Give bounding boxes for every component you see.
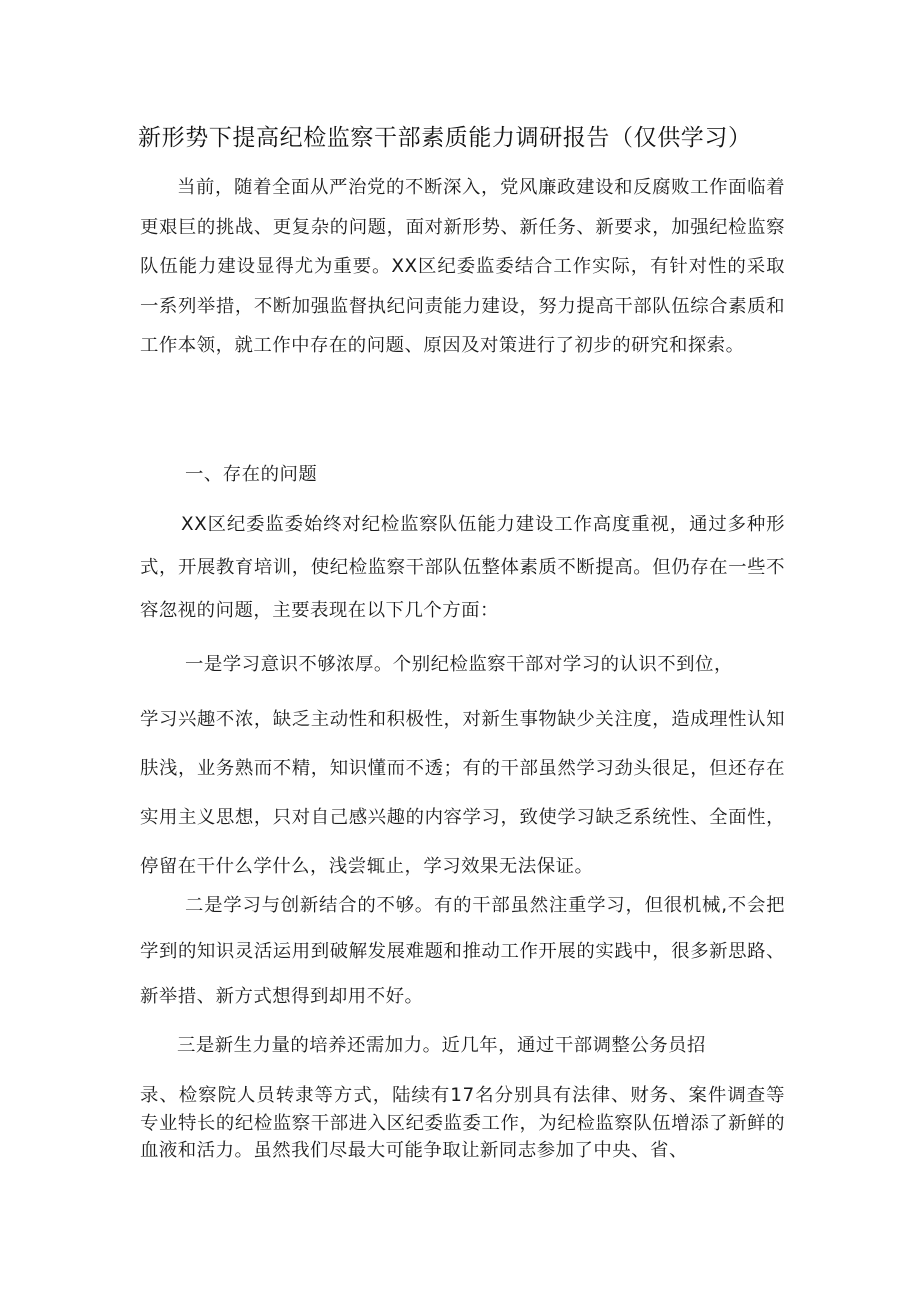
point1-first-line: 一是学习意识不够浓厚。个别纪检监察干部对学习的认识不到位， bbox=[185, 654, 733, 675]
document-title: 新形势下提高纪检监察干部素质能力调研报告（仅供学习） bbox=[138, 125, 752, 151]
intro-paragraph: 当前，随着全面从严治党的不断深入，党风廉政建设和反腐败工作面临着更艰巨的挑战、更复杂的问题，面对新形势、新任务、新要求，加强纪检监察队伍能力建设显得尤为重要。XX区纪委监委结合工作实际，有针对性的采取一系列举措，不断加强监督执纪问责能力建设，努力提高干部队伍综合素质和工作本领，就工作中存在的问题、原因及对策进行了初步的研究和探索。 bbox=[140, 177, 785, 357]
point3-first-line: 三是新生力量的培养还需加力。近几年，通过干部调整公务员招 bbox=[177, 1035, 706, 1056]
section-heading: 一、存在的问题 bbox=[185, 464, 318, 485]
point2-paragraph: 二是学习与创新结合的不够。有的干部虽然注重学习，但很机械,不会把学到的知识灵活运用到破解发展难题和推动工作开展的实践中，很多新思路、新举措、新方式想得到却用不好。 bbox=[140, 895, 785, 1007]
point3-paragraph: 录、检察院人员转隶等方式，陆续有17名分别具有法律、财务、案件调查等专业特长的纪检监察干部进入区纪委监委工作，为纪检监察队伍增添了新鲜的血液和活力。虽然我们尽最大可能争取让新同志参加了中央、省、 bbox=[140, 1085, 785, 1161]
overview-paragraph: XX区纪委监委始终对纪检监察队伍能力建设工作高度重视，通过多种形式，开展教育培训，使纪检监察干部队伍整体素质不断提高。但仍存在一些不容忽视的问题，主要表现在以下几个方面： bbox=[140, 514, 785, 621]
point1-paragraph: 学习兴趣不浓，缺乏主动性和积极性，对新生事物缺少关注度，造成理性认知肤浅，业务熟而不精，知识懂而不透；有的干部虽然学习劲头很足，但还存在实用主义思想，只对自己感兴趣的内容学习，致使学习缺乏系统性、全面性，停留在干什么学什么，浅尝辄止，学习效果无法保证。 bbox=[140, 709, 785, 877]
